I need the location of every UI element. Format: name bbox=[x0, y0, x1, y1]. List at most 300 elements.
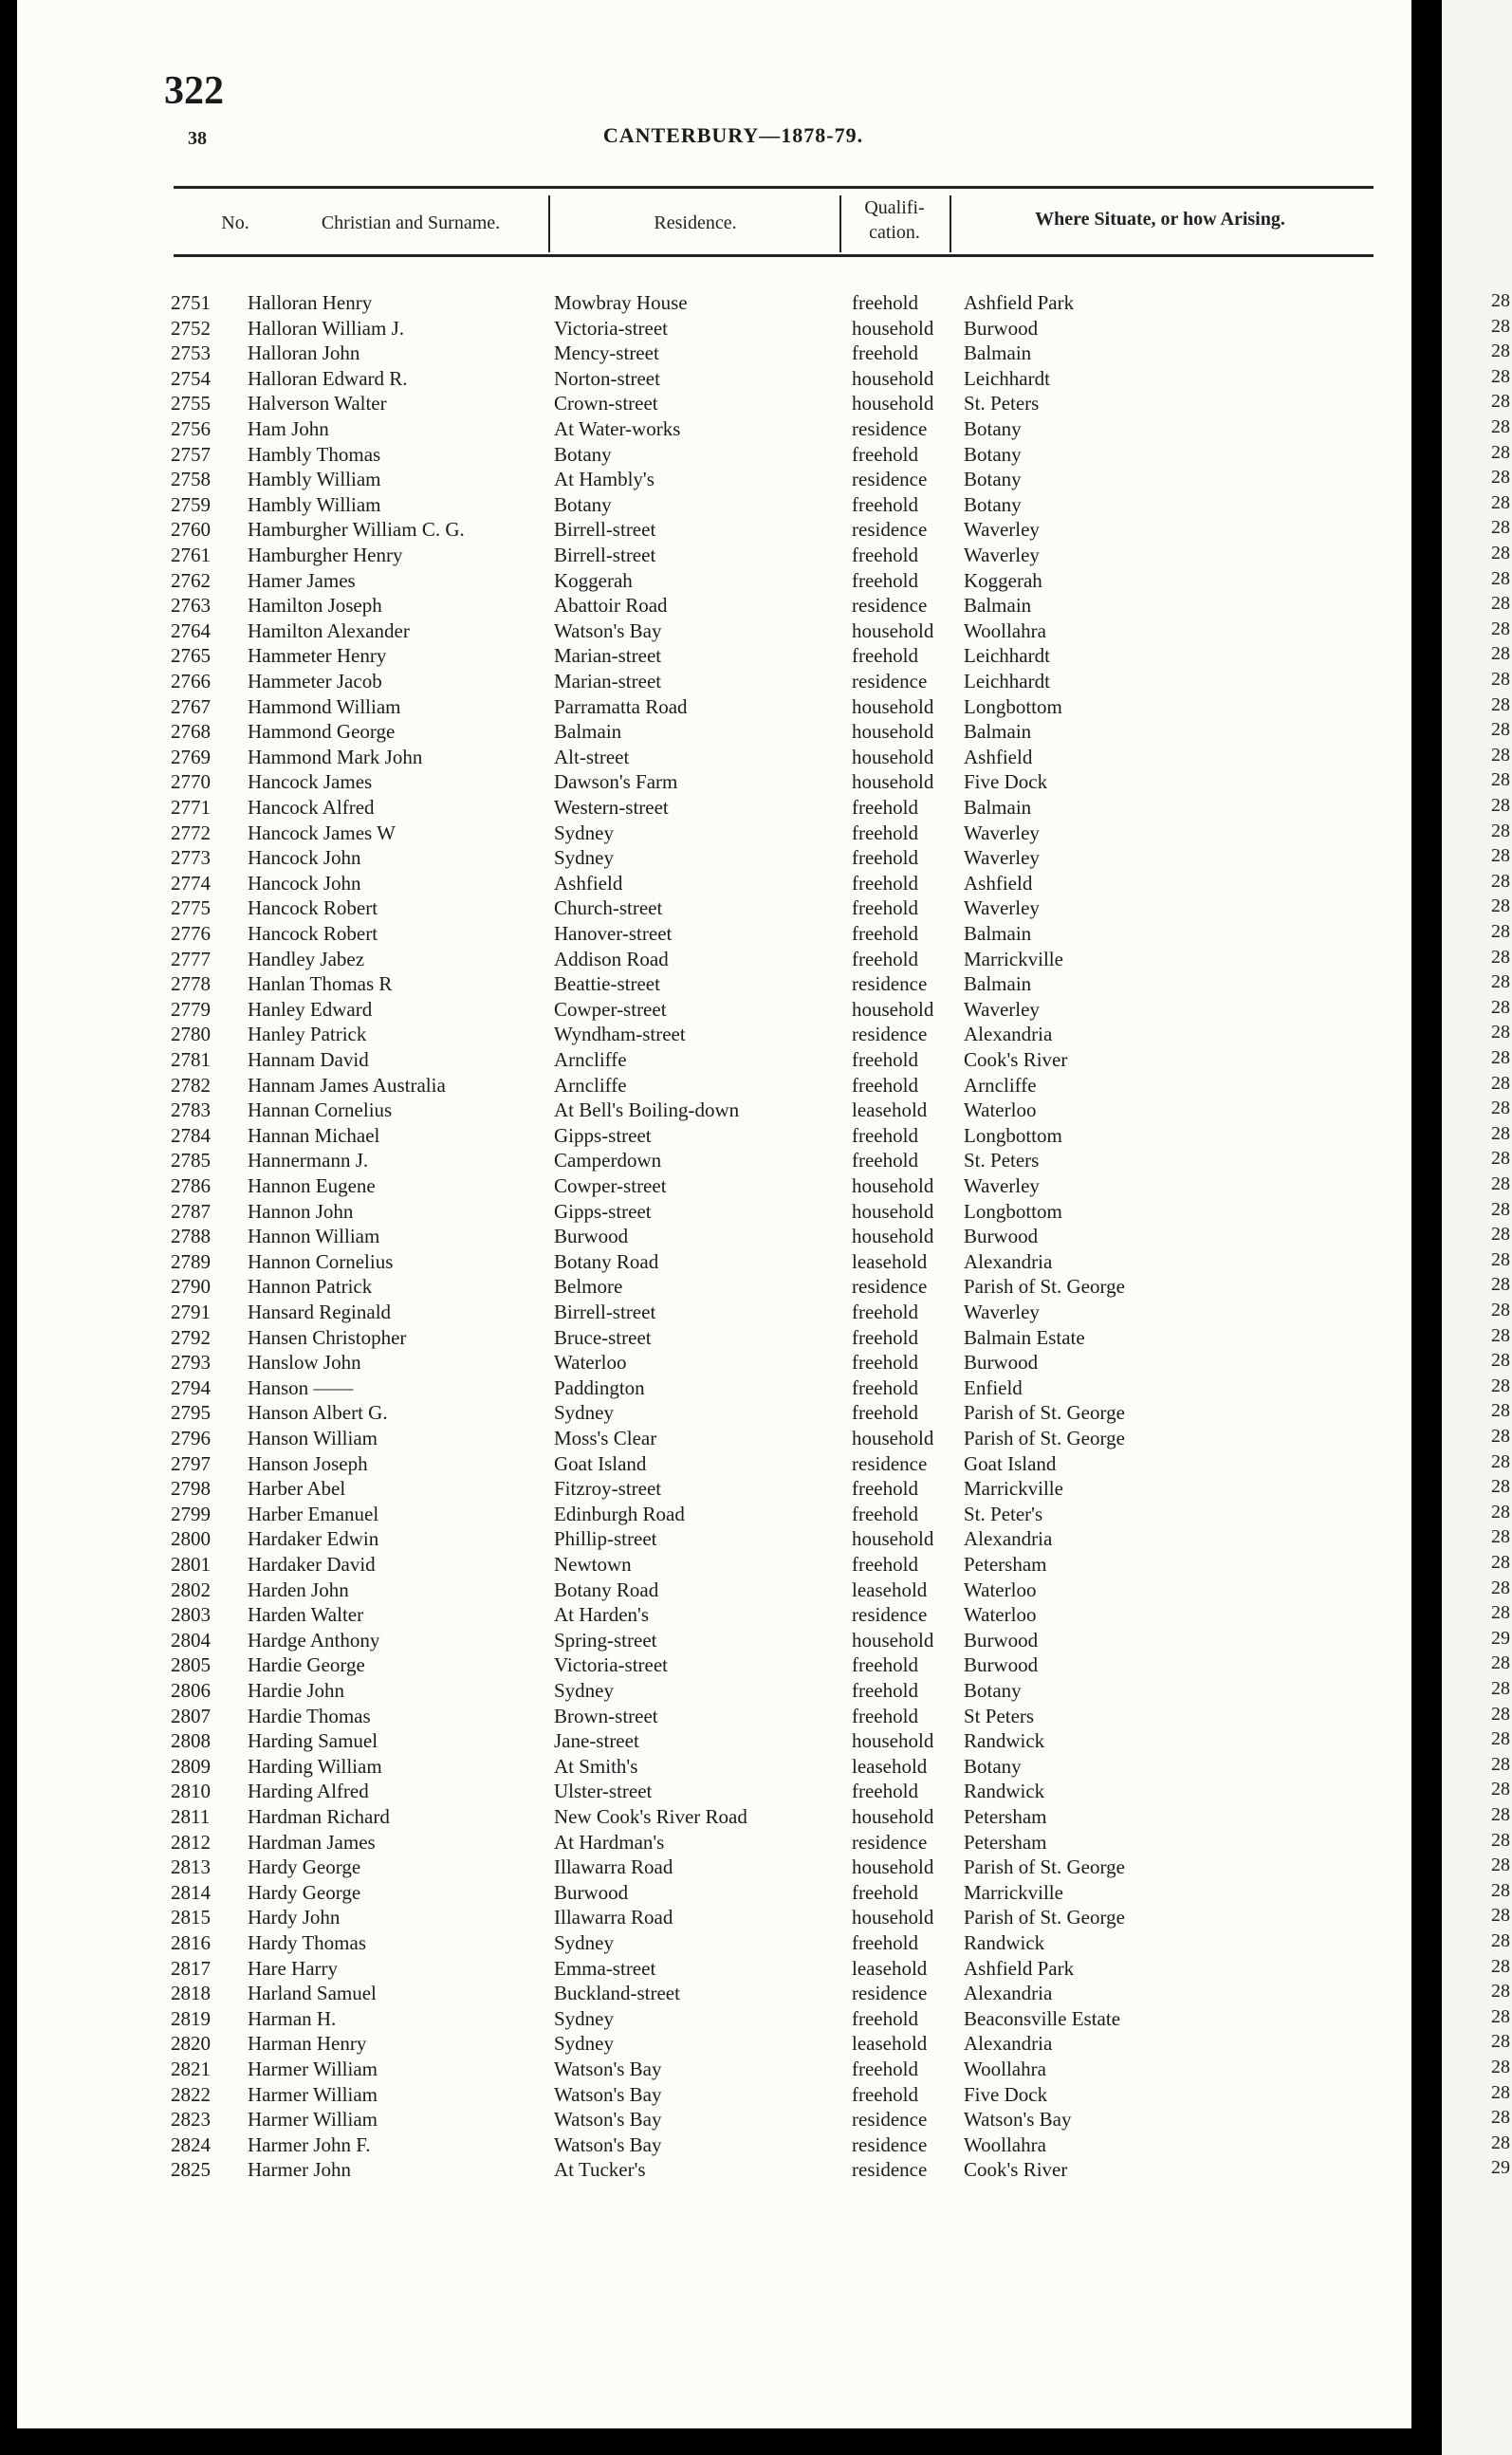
entry-name: Hambly William bbox=[248, 468, 381, 491]
entry-name: Harding William bbox=[248, 1754, 382, 1778]
entry-where: Ashfield bbox=[964, 871, 1033, 895]
entry-number: 2771 bbox=[171, 796, 211, 819]
entry-where: Botany bbox=[964, 1679, 1022, 1702]
entry-residence: Alt-street bbox=[554, 745, 630, 768]
entry-where: Ashfield bbox=[964, 745, 1033, 768]
entry-name: Harmer William bbox=[248, 2082, 378, 2106]
entry-residence: Birrell-street bbox=[554, 1301, 656, 1323]
facing-page-number: 28 bbox=[1491, 290, 1510, 311]
table-row bbox=[17, 871, 1411, 896]
column-divider bbox=[839, 195, 841, 252]
entry-where: Enfield bbox=[964, 1375, 1023, 1399]
entry-residence: Sydney bbox=[554, 821, 614, 844]
entry-qualification: residence bbox=[852, 1451, 928, 1475]
entry-qualification: leasehold bbox=[852, 1249, 928, 1273]
facing-page-number: 28 bbox=[1491, 391, 1510, 413]
entry-number: 2811 bbox=[171, 1805, 211, 1828]
entry-residence: Balmain bbox=[554, 720, 622, 744]
facing-page-number: 28 bbox=[1491, 315, 1510, 337]
entry-qualification: residence bbox=[852, 2132, 928, 2156]
entry-residence: Burwood bbox=[554, 1225, 629, 1248]
entry-residence: Sydney bbox=[554, 2006, 614, 2030]
entry-number: 2753 bbox=[171, 341, 211, 365]
entry-residence: Gipps-street bbox=[554, 1123, 652, 1147]
entry-name: Hannan Michael bbox=[248, 1123, 380, 1147]
entry-number: 2764 bbox=[171, 618, 211, 642]
entry-number: 2788 bbox=[171, 1225, 211, 1248]
entry-residence: Newtown bbox=[554, 1553, 632, 1576]
entry-qualification: household bbox=[852, 745, 934, 768]
entry-qualification: freehold bbox=[852, 796, 918, 819]
entry-number: 2800 bbox=[171, 1527, 211, 1551]
table-row bbox=[17, 1148, 1411, 1173]
entry-name: Hanlan Thomas R bbox=[248, 972, 393, 996]
entry-number: 2776 bbox=[171, 922, 211, 945]
facing-page-number: 28 bbox=[1491, 845, 1510, 867]
entry-number: 2793 bbox=[171, 1351, 211, 1375]
entry-where: Parish of St. George bbox=[964, 1275, 1125, 1299]
entry-qualification: freehold bbox=[852, 568, 918, 592]
entry-name: Hammeter Jacob bbox=[248, 670, 382, 692]
entry-residence: Watson's Bay bbox=[554, 2132, 662, 2156]
entry-residence: Watson's Bay bbox=[554, 618, 662, 642]
entry-number: 2791 bbox=[171, 1301, 211, 1323]
entry-residence: At Bell's Boiling-down bbox=[554, 1098, 740, 1122]
entry-number: 2818 bbox=[171, 1982, 211, 2005]
entry-name: Hardge Anthony bbox=[248, 1628, 380, 1652]
entry-name: Hannon Eugene bbox=[248, 1174, 376, 1197]
facing-page-number: 28 bbox=[1491, 795, 1510, 816]
facing-page-number: 28 bbox=[1491, 1022, 1510, 1043]
entry-where: Leichhardt bbox=[964, 670, 1050, 692]
entry-number: 2751 bbox=[171, 291, 211, 314]
entry-where: Petersham bbox=[964, 1805, 1047, 1828]
entry-number: 2783 bbox=[171, 1098, 211, 1122]
table-row bbox=[17, 2107, 1411, 2132]
table-row bbox=[17, 821, 1411, 846]
table-row bbox=[17, 1300, 1411, 1325]
table-row bbox=[17, 669, 1411, 694]
facing-page-number: 28 bbox=[1491, 870, 1510, 892]
entry-where: Five Dock bbox=[964, 770, 1048, 794]
entry-residence: Camperdown bbox=[554, 1149, 662, 1172]
entry-number: 2801 bbox=[171, 1553, 211, 1576]
column-header-where: Where Situate, or how Arising. bbox=[1035, 209, 1285, 230]
facing-page-number: 28 bbox=[1491, 543, 1510, 563]
facing-page-number: 28 bbox=[1491, 1122, 1510, 1144]
entry-number: 2825 bbox=[171, 2158, 211, 2182]
entry-number: 2812 bbox=[171, 1830, 211, 1854]
facing-page-number: 28 bbox=[1491, 517, 1510, 539]
entry-name: Harmer William bbox=[248, 2058, 378, 2080]
entry-number: 2762 bbox=[171, 568, 211, 592]
entry-number: 2798 bbox=[171, 1477, 211, 1501]
entry-residence: Botany Road bbox=[554, 1578, 659, 1601]
facing-page-number: 28 bbox=[1491, 1804, 1510, 1825]
entry-qualification: freehold bbox=[852, 1780, 918, 1803]
entry-qualification: household bbox=[852, 997, 934, 1021]
entry-qualification: leasehold bbox=[852, 1754, 928, 1778]
table-row bbox=[17, 416, 1411, 442]
entry-name: Hanley Patrick bbox=[248, 1023, 367, 1046]
entry-name: Hardy George bbox=[248, 1855, 361, 1879]
facing-page-number: 28 bbox=[1491, 643, 1510, 665]
table-row bbox=[17, 442, 1411, 468]
entry-qualification: household bbox=[852, 720, 934, 744]
entry-qualification: household bbox=[852, 1729, 934, 1753]
entry-residence: Bruce-street bbox=[554, 1325, 652, 1349]
facing-page-number: 28 bbox=[1491, 946, 1510, 968]
entry-residence: Gipps-street bbox=[554, 1199, 652, 1223]
entry-name: Hancock James W bbox=[248, 821, 396, 844]
table-row bbox=[17, 1426, 1411, 1451]
entry-where: Balmain bbox=[964, 720, 1032, 744]
table-row bbox=[17, 1451, 1411, 1477]
entry-number: 2755 bbox=[171, 392, 211, 415]
entry-qualification: leasehold bbox=[852, 1578, 928, 1601]
entry-residence: Watson's Bay bbox=[554, 2108, 662, 2132]
facing-page-number: 28 bbox=[1491, 2031, 1510, 2053]
entry-number: 2817 bbox=[171, 1956, 211, 1980]
entry-name: Hammond George bbox=[248, 720, 396, 744]
entry-name: Halloran Henry bbox=[248, 291, 373, 314]
entry-where: Longbottom bbox=[964, 694, 1062, 718]
entry-number: 2815 bbox=[171, 1906, 211, 1929]
table-row bbox=[17, 719, 1411, 745]
entry-qualification: household bbox=[852, 1174, 934, 1197]
entry-name: Hardie Thomas bbox=[248, 1704, 371, 1727]
entry-name: Harman Henry bbox=[248, 2032, 367, 2056]
entry-number: 2752 bbox=[171, 316, 211, 340]
entry-residence: Sydney bbox=[554, 1931, 614, 1954]
table-row bbox=[17, 745, 1411, 770]
table-row bbox=[17, 1199, 1411, 1225]
entry-residence: Beattie-street bbox=[554, 972, 660, 996]
table-row bbox=[17, 1779, 1411, 1804]
facing-page-number: 28 bbox=[1491, 769, 1510, 791]
entry-qualification: freehold bbox=[852, 922, 918, 945]
facing-page-number: 28 bbox=[1491, 2057, 1510, 2077]
table-row bbox=[17, 1274, 1411, 1300]
entry-qualification: freehold bbox=[852, 492, 918, 516]
entry-qualification: freehold bbox=[852, 1351, 918, 1375]
entry-residence: At Smith's bbox=[554, 1754, 638, 1778]
table-row bbox=[17, 366, 1411, 392]
table-row bbox=[17, 769, 1411, 795]
entry-name: Hardy John bbox=[248, 1906, 341, 1929]
entry-where: Botany bbox=[964, 468, 1022, 491]
entry-qualification: household bbox=[852, 1225, 934, 1248]
table-row bbox=[17, 795, 1411, 821]
entry-number: 2782 bbox=[171, 1073, 211, 1097]
entry-number: 2756 bbox=[171, 417, 211, 440]
entry-where: Alexandria bbox=[964, 2032, 1053, 2056]
entry-qualification: freehold bbox=[852, 1149, 918, 1172]
column-header-qualification: Qualifi- cation. bbox=[864, 197, 925, 243]
entry-name: Hancock Robert bbox=[248, 922, 378, 945]
entry-where: Balmain bbox=[964, 594, 1032, 618]
entry-residence: Wyndham-street bbox=[554, 1023, 686, 1046]
entry-number: 2767 bbox=[171, 694, 211, 718]
entry-where: Balmain bbox=[964, 341, 1032, 365]
table-row bbox=[17, 1325, 1411, 1351]
entry-number: 2796 bbox=[171, 1427, 211, 1449]
entry-qualification: residence bbox=[852, 670, 928, 692]
entry-where: Cook's River bbox=[964, 2158, 1068, 2182]
entry-number: 2803 bbox=[171, 1603, 211, 1627]
entry-where: Waterloo bbox=[964, 1603, 1037, 1627]
table-row bbox=[17, 2006, 1411, 2032]
table-row bbox=[17, 341, 1411, 366]
entry-residence: At Harden's bbox=[554, 1603, 650, 1627]
entry-number: 2769 bbox=[171, 745, 211, 768]
entry-qualification: freehold bbox=[852, 544, 918, 566]
entry-residence: Illawarra Road bbox=[554, 1855, 673, 1879]
table-row bbox=[17, 845, 1411, 871]
facing-page-number: 28 bbox=[1491, 1300, 1510, 1320]
table-row bbox=[17, 1249, 1411, 1275]
entry-qualification: freehold bbox=[852, 1048, 918, 1071]
entry-name: Hamer James bbox=[248, 568, 356, 592]
entry-where: Waverley bbox=[964, 821, 1040, 844]
entry-residence: Birrell-street bbox=[554, 518, 656, 542]
facing-page-number: 28 bbox=[1491, 820, 1510, 841]
entry-name: Halloran John bbox=[248, 341, 360, 365]
entry-qualification: leasehold bbox=[852, 1098, 928, 1122]
entry-residence: New Cook's River Road bbox=[554, 1805, 747, 1828]
entry-name: Harmer John bbox=[248, 2158, 352, 2182]
entry-residence: Emma-street bbox=[554, 1956, 656, 1980]
facing-page-number: 28 bbox=[1491, 1173, 1510, 1194]
entry-where: Randwick bbox=[964, 1931, 1045, 1954]
facing-page-number: 28 bbox=[1491, 341, 1510, 362]
entry-number: 2790 bbox=[171, 1275, 211, 1299]
entry-residence: At Hardman's bbox=[554, 1830, 665, 1854]
entry-number: 2786 bbox=[171, 1174, 211, 1197]
entry-number: 2774 bbox=[171, 871, 211, 895]
facing-page-number: 28 bbox=[1491, 1779, 1510, 1800]
entry-where: Woollahra bbox=[964, 618, 1046, 642]
entry-residence: Parramatta Road bbox=[554, 694, 688, 718]
entry-number: 2789 bbox=[171, 1249, 211, 1273]
entry-residence: Watson's Bay bbox=[554, 2058, 662, 2080]
entry-qualification: household bbox=[852, 1805, 934, 1828]
table-row bbox=[17, 316, 1411, 341]
entry-residence: Sydney bbox=[554, 2032, 614, 2056]
facing-page-number: 28 bbox=[1491, 1753, 1510, 1775]
entry-name: Hamburgher Henry bbox=[248, 544, 403, 566]
entry-where: Waverley bbox=[964, 518, 1040, 542]
facing-page-number: 28 bbox=[1491, 1375, 1510, 1396]
header-bottom-rule bbox=[174, 254, 1374, 257]
facing-page-number: 28 bbox=[1491, 744, 1510, 766]
entry-residence: Arncliffe bbox=[554, 1048, 627, 1071]
entry-residence: Fitzroy-street bbox=[554, 1477, 662, 1501]
table-row bbox=[17, 1602, 1411, 1628]
table-row bbox=[17, 1578, 1411, 1603]
table-row bbox=[17, 2057, 1411, 2082]
entry-name: Harmer William bbox=[248, 2108, 378, 2132]
entry-name: Halloran William J. bbox=[248, 316, 404, 340]
facing-page-number: 28 bbox=[1491, 441, 1510, 463]
entry-qualification: freehold bbox=[852, 1880, 918, 1904]
entry-where: Balmain Estate bbox=[964, 1325, 1085, 1349]
entry-name: Hamilton Joseph bbox=[248, 594, 382, 618]
table-row bbox=[17, 1173, 1411, 1199]
facing-page-number: 28 bbox=[1491, 467, 1510, 489]
entry-number: 2787 bbox=[171, 1199, 211, 1223]
table-row bbox=[17, 947, 1411, 972]
entry-residence: Western-street bbox=[554, 796, 669, 819]
entry-qualification: household bbox=[852, 392, 934, 415]
entry-name: Halloran Edward R. bbox=[248, 366, 408, 390]
entry-name: Harding Alfred bbox=[248, 1780, 369, 1803]
entry-where: Beaconsville Estate bbox=[964, 2006, 1121, 2030]
table-row bbox=[17, 1678, 1411, 1704]
table-row bbox=[17, 1855, 1411, 1880]
entry-name: Hamburgher William C. G. bbox=[248, 518, 465, 542]
facing-page-number: 28 bbox=[1491, 1829, 1510, 1851]
entry-name: Harden John bbox=[248, 1578, 349, 1601]
table-row bbox=[17, 391, 1411, 416]
facing-page-number: 28 bbox=[1491, 1426, 1510, 1447]
entry-name: Hambly Thomas bbox=[248, 442, 381, 466]
entry-qualification: freehold bbox=[852, 1553, 918, 1576]
entry-qualification: freehold bbox=[852, 1502, 918, 1525]
entry-name: Hannan Cornelius bbox=[248, 1098, 393, 1122]
table-row bbox=[17, 895, 1411, 921]
entry-qualification: household bbox=[852, 366, 934, 390]
entry-name: Hancock John bbox=[248, 846, 361, 870]
entry-qualification: residence bbox=[852, 1275, 928, 1299]
table-row bbox=[17, 997, 1411, 1023]
entry-name: Hanson —— bbox=[248, 1375, 354, 1399]
table-row bbox=[17, 1047, 1411, 1073]
entry-number: 2766 bbox=[171, 670, 211, 692]
entry-qualification: residence bbox=[852, 594, 928, 618]
table-row bbox=[17, 1930, 1411, 1956]
table-row bbox=[17, 1754, 1411, 1780]
entry-qualification: freehold bbox=[852, 1704, 918, 1727]
entry-qualification: freehold bbox=[852, 1325, 918, 1349]
entry-number: 2809 bbox=[171, 1754, 211, 1778]
entry-where: Burwood bbox=[964, 1225, 1039, 1248]
facing-page-number: 28 bbox=[1491, 567, 1510, 589]
entry-name: Hanson Joseph bbox=[248, 1451, 368, 1475]
facing-page-number: 28 bbox=[1491, 1148, 1510, 1170]
table-row bbox=[17, 1704, 1411, 1729]
entry-qualification: freehold bbox=[852, 2082, 918, 2106]
entry-residence: Goat Island bbox=[554, 1451, 647, 1475]
entry-where: Woollahra bbox=[964, 2058, 1046, 2080]
entry-number: 2780 bbox=[171, 1023, 211, 1046]
table-row bbox=[17, 1123, 1411, 1149]
entry-number: 2806 bbox=[171, 1679, 211, 1702]
entry-name: Hanson Albert G. bbox=[248, 1401, 388, 1425]
entry-residence: At Water-works bbox=[554, 417, 681, 440]
entry-residence: Botany bbox=[554, 442, 612, 466]
entry-where: Waverley bbox=[964, 1174, 1040, 1197]
entry-where: Watson's Bay bbox=[964, 2108, 1072, 2132]
entry-name: Harland Samuel bbox=[248, 1982, 377, 2005]
entry-name: Hammond William bbox=[248, 694, 401, 718]
entry-qualification: residence bbox=[852, 2158, 928, 2182]
entry-qualification: residence bbox=[852, 1830, 928, 1854]
facing-page-number: 28 bbox=[1491, 1224, 1510, 1246]
entry-where: Burwood bbox=[964, 1628, 1039, 1652]
entry-residence: Victoria-street bbox=[554, 1653, 669, 1677]
entry-residence: Ulster-street bbox=[554, 1780, 653, 1803]
table-row bbox=[17, 1880, 1411, 1906]
entry-where: Five Dock bbox=[964, 2082, 1048, 2106]
facing-page-number: 28 bbox=[1491, 669, 1510, 690]
entry-residence: Abattoir Road bbox=[554, 594, 668, 618]
entry-residence: Mowbray House bbox=[554, 291, 688, 314]
entry-number: 2795 bbox=[171, 1401, 211, 1425]
entry-qualification: leasehold bbox=[852, 2032, 928, 2056]
facing-page-number: 28 bbox=[1491, 693, 1510, 715]
facing-page-number: 28 bbox=[1491, 1930, 1510, 1951]
table-row bbox=[17, 593, 1411, 618]
entry-residence: Marian-street bbox=[554, 670, 662, 692]
entry-where: Cook's River bbox=[964, 1048, 1068, 1071]
entry-where: St Peters bbox=[964, 1704, 1035, 1727]
facing-page-number: 28 bbox=[1491, 1552, 1510, 1573]
entry-number: 2799 bbox=[171, 1502, 211, 1525]
entry-qualification: freehold bbox=[852, 291, 918, 314]
entry-name: Hardie George bbox=[248, 1653, 365, 1677]
facing-page-number: 28 bbox=[1491, 1274, 1510, 1296]
table-row bbox=[17, 1073, 1411, 1098]
facing-page-number: 28 bbox=[1491, 1198, 1510, 1220]
entry-qualification: freehold bbox=[852, 1477, 918, 1501]
entry-where: Botany bbox=[964, 1754, 1022, 1778]
entry-qualification: household bbox=[852, 1527, 934, 1551]
entry-qualification: freehold bbox=[852, 644, 918, 668]
entry-residence: Norton-street bbox=[554, 366, 660, 390]
entry-residence: Spring-street bbox=[554, 1628, 657, 1652]
page-number: 38 bbox=[188, 128, 207, 149]
entry-qualification: residence bbox=[852, 1982, 928, 2005]
entry-name: Harden Walter bbox=[248, 1603, 364, 1627]
entry-qualification: residence bbox=[852, 972, 928, 996]
entry-number: 2797 bbox=[171, 1451, 211, 1475]
facing-page-number: 28 bbox=[1491, 1981, 1510, 2003]
entry-number: 2810 bbox=[171, 1780, 211, 1803]
entry-residence: Koggerah bbox=[554, 568, 633, 592]
entry-number: 2781 bbox=[171, 1048, 211, 1071]
entry-number: 2813 bbox=[171, 1855, 211, 1879]
entry-number: 2816 bbox=[171, 1931, 211, 1954]
entry-residence: Botany bbox=[554, 492, 612, 516]
entry-number: 2758 bbox=[171, 468, 211, 491]
entry-where: St. Peters bbox=[964, 392, 1040, 415]
entry-residence: Jane-street bbox=[554, 1729, 639, 1753]
facing-page-number: 28 bbox=[1491, 895, 1510, 917]
entry-number: 2765 bbox=[171, 644, 211, 668]
entry-residence: Arncliffe bbox=[554, 1073, 627, 1097]
entry-number: 2754 bbox=[171, 366, 211, 390]
entry-qualification: freehold bbox=[852, 1073, 918, 1097]
entry-where: Longbottom bbox=[964, 1199, 1062, 1223]
column-divider bbox=[548, 195, 550, 252]
entry-residence: Watson's Bay bbox=[554, 2082, 662, 2106]
entry-qualification: freehold bbox=[852, 821, 918, 844]
entry-residence: Cowper-street bbox=[554, 1174, 667, 1197]
entry-qualification: freehold bbox=[852, 1375, 918, 1399]
entry-name: Hardy Thomas bbox=[248, 1931, 367, 1954]
entry-qualification: household bbox=[852, 694, 934, 718]
